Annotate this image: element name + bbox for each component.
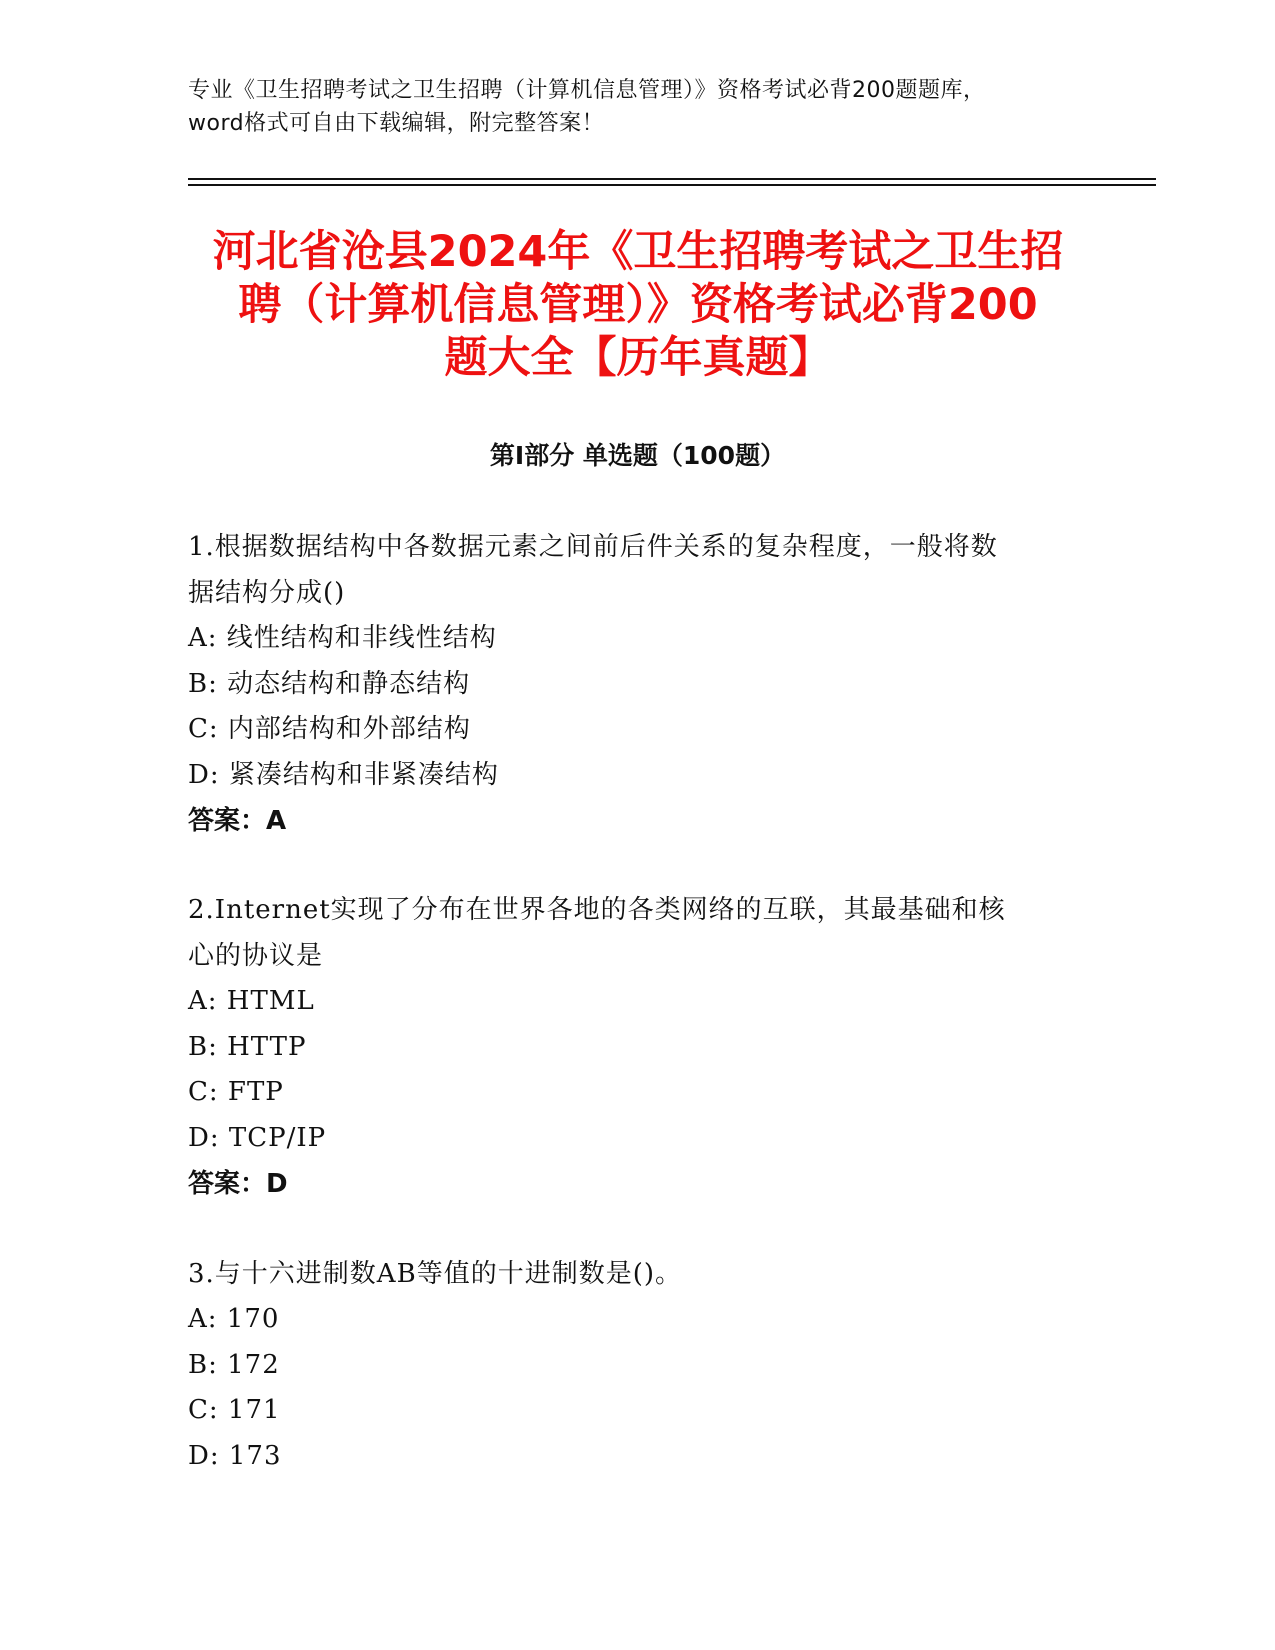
option-c: C: 内部结构和外部结构 <box>188 714 471 744</box>
question-stem <box>188 887 1088 979</box>
question-3 <box>188 1251 1088 1479</box>
document-title <box>188 226 1088 385</box>
title-line: 题大全【历年真题】 <box>444 333 832 383</box>
question-stem-line: 1.根据数据结构中各数据元素之间前后件关系的复杂程度，一般将数 <box>188 532 998 562</box>
header-divider <box>188 178 1156 180</box>
option-b: B: 动态结构和静态结构 <box>188 668 471 699</box>
option-a: A: 170 <box>188 1304 280 1334</box>
question-2 <box>188 887 1088 1207</box>
option-d: D: 173 <box>188 1440 282 1471</box>
question-stem <box>188 524 1088 616</box>
question-stem-line: 心的协议是 <box>188 941 324 971</box>
option-a: A: HTML <box>188 986 315 1016</box>
answer-label: 答案：A <box>188 806 287 836</box>
question-stem-line: 2.Internet实现了分布在世界各地的各类网络的互联，其最基础和核 <box>188 895 1006 925</box>
question-stem <box>188 1251 1088 1297</box>
header-note <box>188 74 1088 140</box>
header-divider <box>188 184 1156 186</box>
question-stem-line: 据结构分成() <box>188 578 346 608</box>
option-c: C: FTP <box>188 1077 284 1107</box>
option-d: D: TCP/IP <box>188 1122 327 1153</box>
answer-label: 答案：D <box>188 1169 288 1199</box>
title-line: 河北省沧县2024年《卫生招聘考试之卫生招 <box>212 227 1064 277</box>
option-b: B: 172 <box>188 1349 280 1380</box>
section-title: 第I部分 单选题（100题） <box>489 441 786 470</box>
option-a: A: 线性结构和非线性结构 <box>188 623 497 653</box>
question-stem-line: 3.与十六进制数AB等值的十进制数是()。 <box>188 1259 682 1289</box>
header-note-line: 专业《卫生招聘考试之卫生招聘（计算机信息管理）》资格考试必背200题题库， <box>188 78 986 103</box>
title-line: 聘（计算机信息管理）》资格考试必背200 <box>238 280 1038 330</box>
option-b: B: HTTP <box>188 1031 307 1062</box>
option-d: D: 紧凑结构和非紧凑结构 <box>188 759 499 790</box>
question-1 <box>188 524 1088 844</box>
option-c: C: 171 <box>188 1395 281 1425</box>
header-note-line: word格式可自由下载编辑，附完整答案！ <box>188 111 605 136</box>
